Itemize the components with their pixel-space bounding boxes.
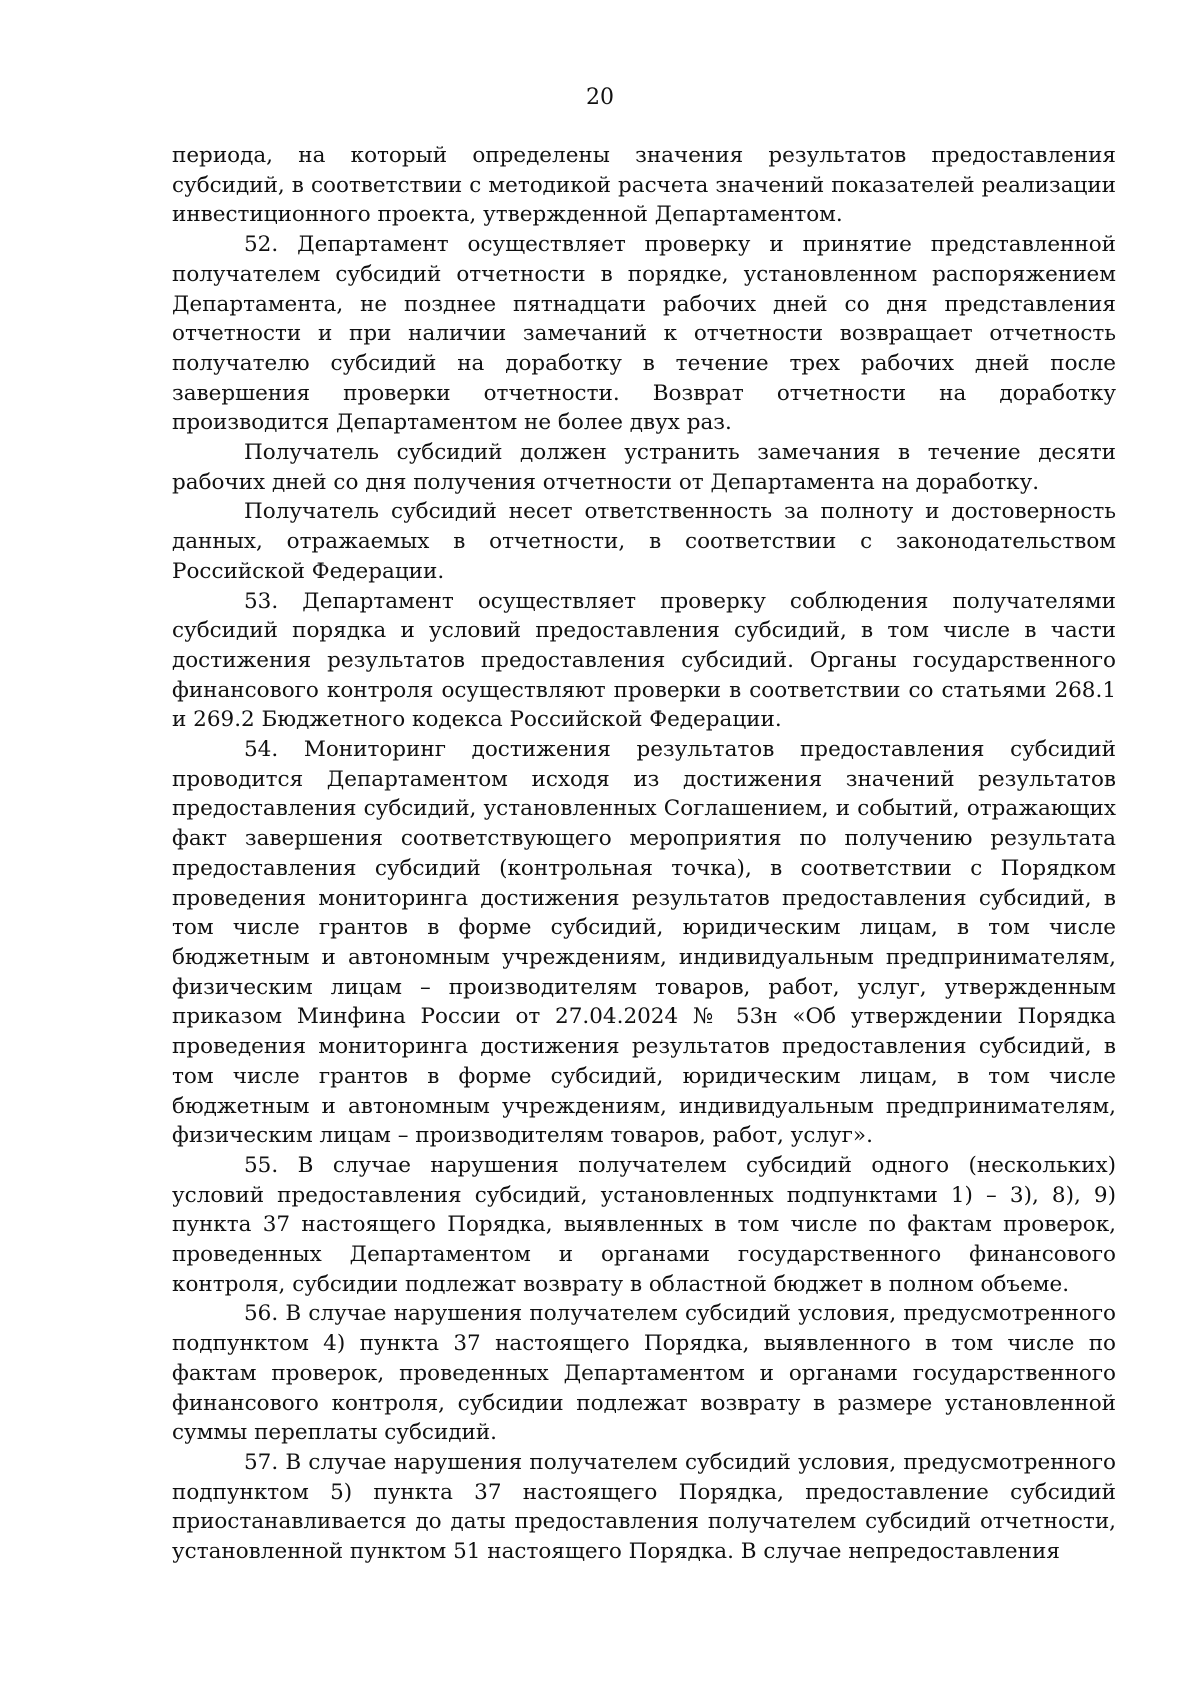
document-body — [172, 141, 1116, 1567]
paragraph-57: 57. В случае нарушения получателем субсидий условия, предусмотренного подпунктом 5) пункта 37 настоящего Порядка, предоставление субсидий приостанавливается до даты предоставления получателем субсидий отчетности, установленной пунктом 51 настоящего Порядка. В случае непредоставления — [172, 1449, 1116, 1565]
paragraph-54: 54. Мониторинг достижения результатов предоставления субсидий проводится Департаментом исходя из достижения значений результатов предоставления субсидий, установленных Соглашением, и событий, отражающих факт завершения соответствующего мероприятия по получению результата предоставления субсидий (контрольная точка), в соответствии с Порядком проведения мониторинга достижения результатов предоставления субсидий, в том числе грантов в форме субсидий, юридическим лицам, в том числе бюджетным и автономным учреждениям, индивидуальным предпринимателям, физическим лицам – производителям товаров, работ, услуг, утвержденным приказом Минфина России от 27.04.2024 № 53н «Об утверждении Порядка проведения мониторинга достижения результатов предоставления субсидий, в том числе грантов в форме субсидий, юридическим лицам, в том числе бюджетным и автономным учреждениям, индивидуальным предпринимателям, физическим лицам – производителям товаров, работ, услуг». — [172, 737, 1116, 1149]
page-number: 20 — [586, 85, 614, 110]
paragraph-52: 52. Департамент осуществляет проверку и принятие представленной получателем субсидий отчетности в порядке, установленном распоряжением Департамента, не позднее пятнадцати рабочих дней со дня представления отчетности и при наличии замечаний к отчетности возвращает отчетность получателю субсидий на доработку в течение трех рабочих дней после завершения проверки отчетности. Возврат отчетности на доработку производится Департаментом не более двух раз. — [172, 232, 1116, 436]
paragraph-52-remarks: Получатель субсидий должен устранить замечания в течение десяти рабочих дней со дня получения отчетности от Департамента на доработку. — [172, 440, 1116, 495]
paragraph-53: 53. Департамент осуществляет проверку соблюдения получателями субсидий порядка и условий предоставления субсидий, в том числе в части достижения результатов предоставления субсидий. Органы государственного финансового контроля осуществляют проверки в соответствии со статьями 268.1 и 269.2 Бюджетного кодекса Российской Федерации. — [172, 588, 1116, 733]
paragraph-56: 56. В случае нарушения получателем субсидий условия, предусмотренного подпунктом 4) пункта 37 настоящего Порядка, выявленного в том числе по фактам проверок, проведенных Департаментом и органами государственного финансового контроля, субсидии подлежат возврату в размере установленной суммы переплаты субсидий. — [172, 1301, 1116, 1446]
paragraph-55: 55. В случае нарушения получателем субсидий одного (нескольких) условий предоставления субсидий, установленных подпунктами 1) – 3), 8), 9) пункта 37 настоящего Порядка, выявленных в том числе по фактам проверок, проведенных Департаментом и органами государственного финансового контроля, субсидии подлежат возврату в областной бюджет в полном объеме. — [172, 1152, 1116, 1297]
paragraph-52-responsibility: Получатель субсидий несет ответственность за полноту и достоверность данных, отражаемых в отчетности, в соответствии с законодательством Российской Федерации. — [172, 499, 1116, 584]
paragraph-continuation: периода, на который определены значения результатов предоставления субсидий, в соответствии с методикой расчета значений показателей реализации инвестиционного проекта, утвержденной Департаментом. — [172, 143, 1116, 228]
